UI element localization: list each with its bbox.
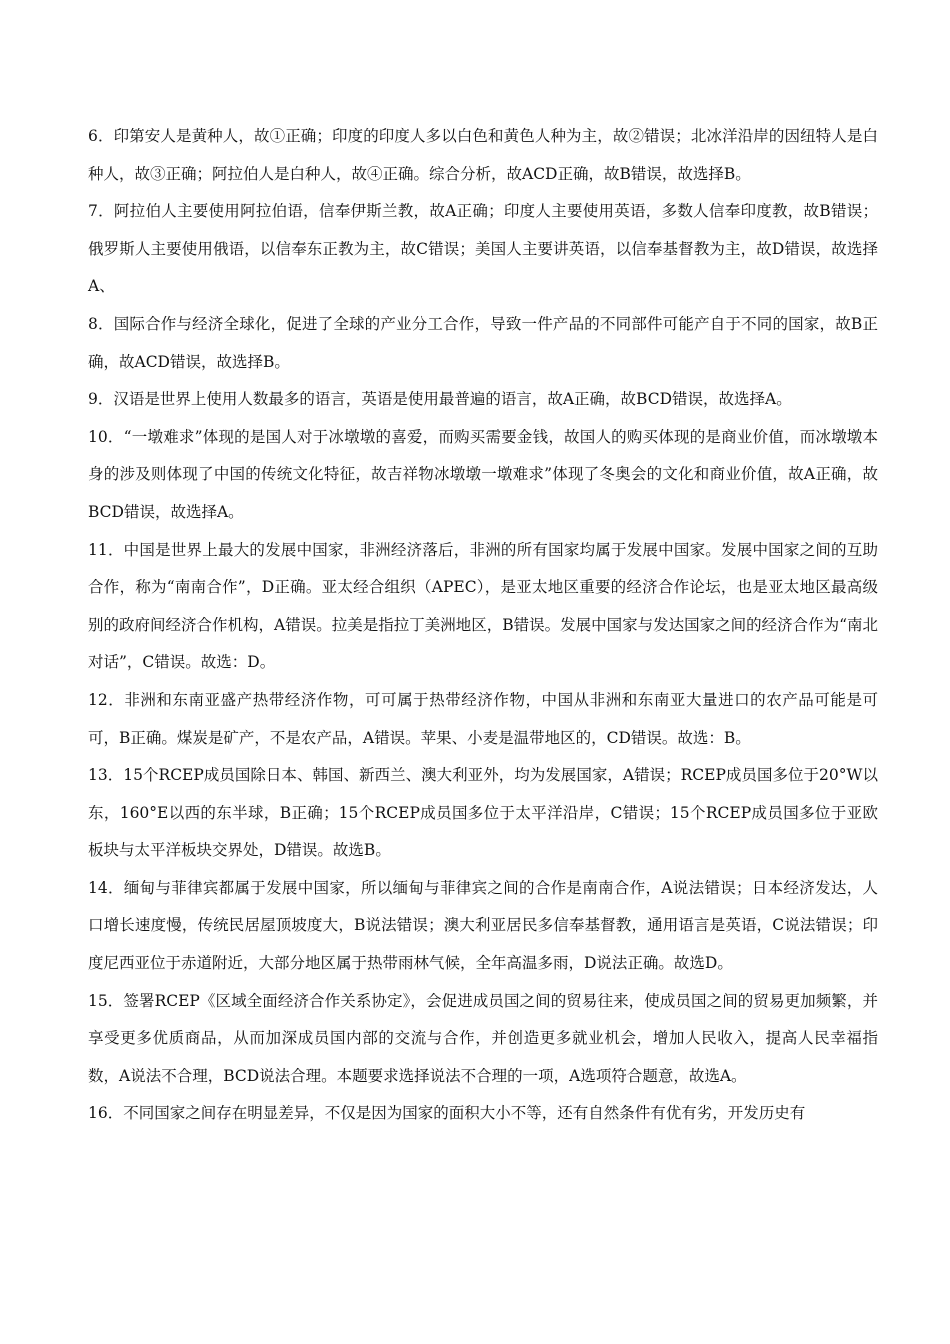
answer-14: 14．缅甸与菲律宾都属于发展中国家，所以缅甸与菲律宾之间的合作是南南合作，A说法错误；日本经济发达，人口增长速度慢，传统民居屋顶坡度大，B说法错误；澳大利亚居民多信奉基督教，通用语言是英语，C说法错误；印度尼西亚位于赤道附近，大部分地区属于热带雨林气候，全年高温多雨，D说法正确。故选D。 — [88, 878, 878, 973]
answer-11: 11．中国是世界上最大的发展中国家，非洲经济落后，非洲的所有国家均属于发展中国家。发展中国家之间的互助合作，称为“南南合作”，D正确。亚太经合组织（APEC），是亚太地区重要的经济合作论坛，也是亚太地区最高级别的政府间经济合作机构，A错误。拉美是指拉丁美洲地区，B错误。发展中国家与发达国家之间的经济合作为“南北对话”，C错误。故选：D。 — [88, 540, 879, 672]
answer-7: 7．阿拉伯人主要使用阿拉伯语，信奉伊斯兰教，故A正确；印度人主要使用英语，多数人信奉印度教，故B错误；俄罗斯人主要使用俄语，以信奉东正教为主，故C错误；美国人主要讲英语，以信奉基督教为主，故D错误，故选择A、 — [88, 202, 878, 296]
answer-explanations — [88, 118, 878, 1133]
answer-6: 6．印第安人是黄种人，故①正确；印度的印度人多以白色和黄色人种为主，故②错误；北冰洋沿岸的因纽特人是白种人，故③正确；阿拉伯人是白种人，故④正确。综合分析，故ACD正确，故B错误，故选择B。 — [88, 127, 878, 183]
answer-9: 9．汉语是世界上使用人数最多的语言，英语是使用最普遍的语言，故A正确，故BCD错误，故选择A。 — [88, 390, 792, 409]
answer-12: 12．非洲和东南亚盛产热带经济作物，可可属于热带经济作物，中国从非洲和东南亚大量进口的农产品可能是可可，B正确。煤炭是矿产，不是农产品，A错误。苹果、小麦是温带地区的，CD错误。故选：B。 — [88, 690, 878, 747]
answer-10: 10．“一墩难求”体现的是国人对于冰墩墩的喜爱，而购买需要金钱，故国人的购买体现的是商业价值，而冰墩墩本身的涉及则体现了中国的传统文化特征，故吉祥物冰墩墩一墩难求”体现了冬奥会的文化和商业价值，故A正确，故BCD错误，故选择A。 — [88, 427, 878, 521]
answer-16: 16．不同国家之间存在明显差异，不仅是因为国家的面积大小不等，还有自然条件有优有劣，开发历史有 — [88, 1104, 806, 1123]
answer-8: 8．国际合作与经济全球化，促进了全球的产业分工合作，导致一件产品的不同部件可能产自于不同的国家，故B正确，故ACD错误，故选择B。 — [88, 314, 878, 371]
answer-15: 15．签署RCEP《区域全面经济合作关系协定》，会促进成员国之间的贸易往来，使成员国之间的贸易更加频繁，并享受更多优质商品，从而加深成员国内部的交流与合作，并创造更多就业机会，增加人民收入，提高人民幸福指数，A说法不合理，BCD说法合理。本题要求选择说法不合理的一项，A选项符合题意，故选A。 — [88, 991, 878, 1085]
answer-13: 13．15个RCEP成员国除日本、韩国、新西兰、澳大利亚外，均为发展国家，A错误；RCEP成员国多位于20°W以东，160°E以西的东半球，B正确；15个RCEP成员国多位于太平洋沿岸，C错误；15个RCEP成员国多位于亚欧板块与太平洋板块交界处，D错误。故选B。 — [88, 766, 878, 860]
